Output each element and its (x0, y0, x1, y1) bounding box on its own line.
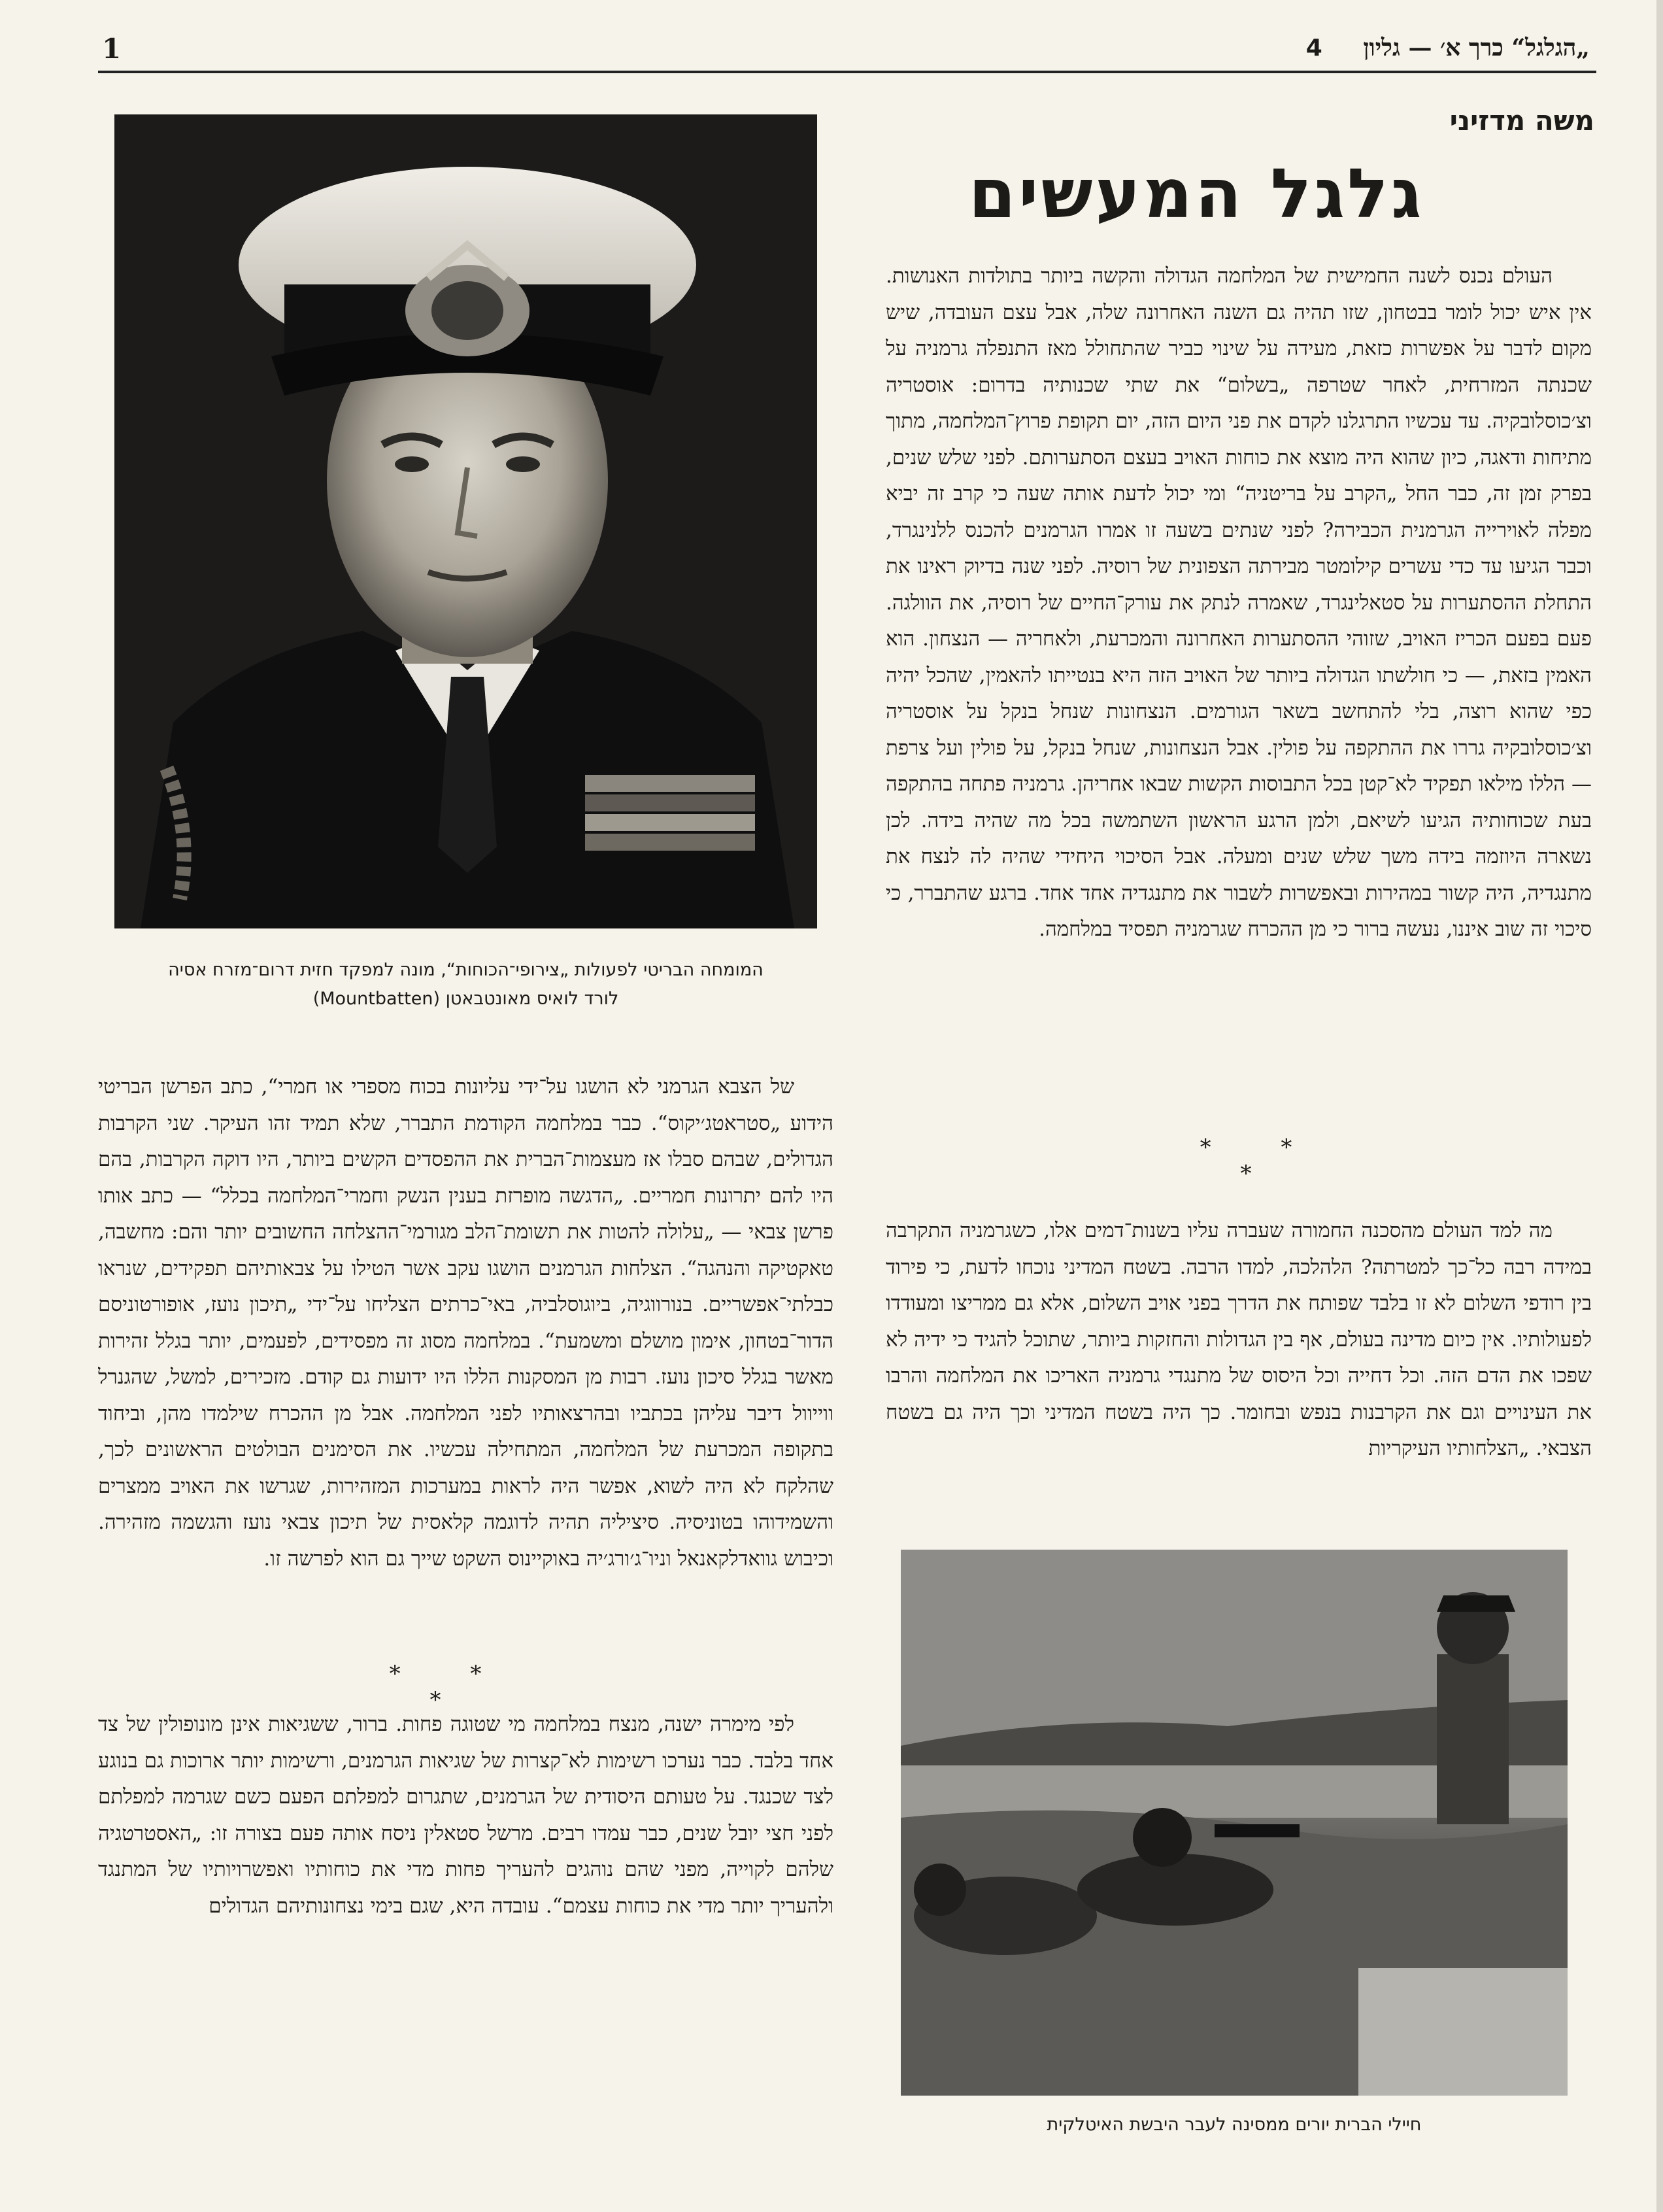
section-separator: * * * (1200, 1134, 1324, 1187)
article-body-left-top (98, 1069, 833, 1628)
caption-line: המומחה הבריטי לפעולות „צירופי־הכוחות“, מונה למפקד חזית דרום־מזרח אסיה (168, 960, 764, 980)
publication-name: „הגלגל“ כרך א׳ — גליון (1363, 34, 1590, 61)
article-body-right-bottom (886, 1213, 1592, 1514)
page-number: 1 (102, 33, 122, 65)
article-body-right-top (886, 258, 1592, 1108)
paragraph: מה למד העולם מהסכנה החמורה שעברה עליו בשנות־דמים אלו, כשגרמניה התקרבה במידה רבה כל־כך למטרתה? הלהלכה, למדו הרבה. בשטח המדיני נוכחו לדעת, כי פירוד בין רודפי השלום לא זו בלבד שפותח את הדרך בפני אויב השלום, אלא גם ממריצו ומעודדו לפעולותיו. אין כיום מדינה בעולם, אף בין הגדולות והחזקות ביותר, שתוכל להגיד כי ידיה לא שפכו את הדם הזה. וכל דחייה וכל היסוס של מתנגדי גרמניה האריכו את המלחמה והרבו את העינויים וגם את הקרבנות בנפש ובחומר. כך היה בשטח המדיני וכך היה גם בשטח הצבאי. „הצלחותיו העיקריות (886, 1219, 1592, 1460)
soldiers-messina-photo (901, 1550, 1568, 2096)
article-title: גלגל המעשים (968, 154, 1424, 233)
soldiers-illustration (901, 1550, 1568, 2096)
page-header (98, 31, 1596, 73)
caption-line: לורד לואיס מאונטבאטן (Mountbatten) (312, 989, 619, 1009)
issue-line (1306, 34, 1590, 61)
section-separator: * * * (389, 1661, 513, 1713)
paragraph: לפי מימרה ישנה, מנצח במלחמה מי שטוגה פחות. ברור, ששגיאות אינן מונופולין של צד אחד בלבד. כבר נערכו רשימות לא־קצרות של שגיאות הגרמנים, ורשימות יותר ארוכות גם בנוגע לצד שכנגד. על טעותם היסודית של הגרמנים, שתגרום למפלתם הפעם כשם שגרמה למפלתם לפני חצי יובל שנים, כבר עמדו רבים. מרשל סטאלין ניסח אותה פעם בצורה זו: „האסטרטגיה שלהם לקוייה, מפני שהם נוהגים להעריך פחות מדי את כוחותיו ואפשרויותיו של המתנגד ולהעריך יותר מדי את כוחות עצמם“. עובדה היא, שגם בימי נצחונותיהם הגדולים (98, 1712, 833, 1918)
soldiers-photo-caption: חיילי הברית יורים ממסינה לעבר היבשת האיטלקית (1047, 2115, 1422, 2135)
paragraph: של הצבא הגרמני לא הושגו על־ידי עליונות בכוח מספרי או חמרי“, כתב הפרשן הבריטי הידוע „סטראטג׳יקוס“. כבר במלחמה הקודמת התברר, שלא תמיד זהו העיקר. שני הקרבות הגדולים, שבהם סבלו אז מעצמות־הברית את ההפסדים הקשים ביותר, היו דוקה הקרבות, בהם היו להם יתרונות חמריים. „הדגשה מופרזת בענין הנשק וחמרי־המלחמה בכלל“ — כתב אותו פרשן צבאי — „עלולה להטות את תשומת־הלב מגורמי־ההצלחה החשובים יותר והם: מחשבה, טאקטיקה והנהגה“. הצלחות הגרמנים הושגו עקב אשר הטילו על צבאותיהם תפקידים, שנראו כבלתי־אפשריים. בנורווגיה, ביוגוסלביה, באי־כרתים הצליחו על־ידי „תיכון נועז, אופורטוניסם הדור־בטחון, אימון מושלם ומשמעת“. במלחמה מסוג זה מפסידים, לפעמים, יותר בגלל זהירות מאשר בגלל סיכון נועז. רבות מן המסקנות הללו היו ידועות גם קודם. מזכירים, למשל, שהגנרל ווייוול דיבר עליהן בכתביו ובהרצאותיו לפני המלחמה. אבל מן ההכרח שילמדו מהן, וביחוד בתקופה המכרעת של המלחמה, המתחילה עכשיו. את הסימנים הבולטים הראשונים לכך, שהלקח לא היה לשוא, אפשר היה לראות במערכות המזהירות, שגרשו את האויב ממצרים והשמידוהו בטוניסיה. סיציליה תהיה לדוגמה קלאסית של תיכון צבאי נועז והגשמה מזהירה. וכיבוש גוואדלקאנאל וניו־ג׳ורג׳יה באוקיינוס השקט שייך גם הוא לפרשה זו. (98, 1075, 833, 1571)
article-author: משה מדזיני (1449, 105, 1594, 137)
portrait-illustration (114, 114, 817, 928)
paragraph: העולם נכנס לשנה החמישית של המלחמה הגדולה והקשה ביותר בתולדות האנושות. אין איש יכול לומר בבטחון, שזו תהיה גם השנה האחרונה שלה, אבל עצם העובדה, שיש מקום לדבר על אפשרות כזאת, מעידה על שינוי כביר שהתחולל מאז התנפלה גרמניה על שכנתה המזרחית, לאחר שטרפה „בשלום“ את שתי שכנותיה בדרום: אוסטריה וצ׳כוסלובקיה. עד עכשיו התרגלנו לקדם את פני היום הזה, יום תקופת פרוץ־המלחמה, מתוך מתיחות ודאגה, כיון שהוא היה מוצא את כוחות האויב בעצם הסתערותם. לפני שלש שנים, בפרק זמן זה, כבר החל „הקרב על בריטניה“ ומי יכול לדעת אותה שעה כי קרב זה יביא מפלה לאוירייה הגרמנית הכבירה? לפני שנתים בשעה זו אמרו הגרמנים להכנס ללנינגרד, וכבר הגיעו עד כדי עשרים קילומטר מבירתה הצפונית של רוסיה. לפני שנה בדיוק ראינו את התחלת ההסתערות על סטאלינגרד, שאמרה לנתק את עורק־החיים של רוסיה, את הוולגה. פעם בפעם הכריז האויב, שזוהי ההסתערות האחרונה והמכרעת, ולאחריה — הנצחון. הוא האמין בזאת, — כי חולשתו הגדולה ביותר של האויב הזה היא בנטייתו להאמין, שהכל יהיה כפי שהוא רוצה, בלי להתחשב בשאר הגורמים. הנצחונות שנחל בנקל על אוסטריה וצ׳כוסלובקיה גררו את ההתקפה על פולין. אבל הנצחונות, שנחל בנקל, על פולין ועל צרפת — הללו מילאו תפקיד לא־קטן בכל התבוסות הקשות שבאו אחריהן. גרמניה פתחה בהתקפה בעת שכוחותיה הגיעו לשיאם, ולמן הרגע הראשון השתמשה בכל מה שהיה בידה. לכן נשארה היוזמה בידה משך שלש שנים ומעלה. אבל הסיכוי היחידי שהיה לה לנצח את מתנגדיה, היה קשור במהירות ובאפשרות לשבור את מתנגדיה אחד אחד. ברגע שהתברר, כי סיכוי זה שוב איננו, נעשה ברור כי מן ההכרח שגרמניה תפסיד במלחמה. (886, 264, 1592, 941)
article-body-left-bottom (98, 1707, 833, 2086)
mountbatten-portrait-photo (114, 114, 817, 928)
mountbatten-photo-caption (98, 956, 833, 1013)
issue-number: 4 (1305, 35, 1322, 61)
